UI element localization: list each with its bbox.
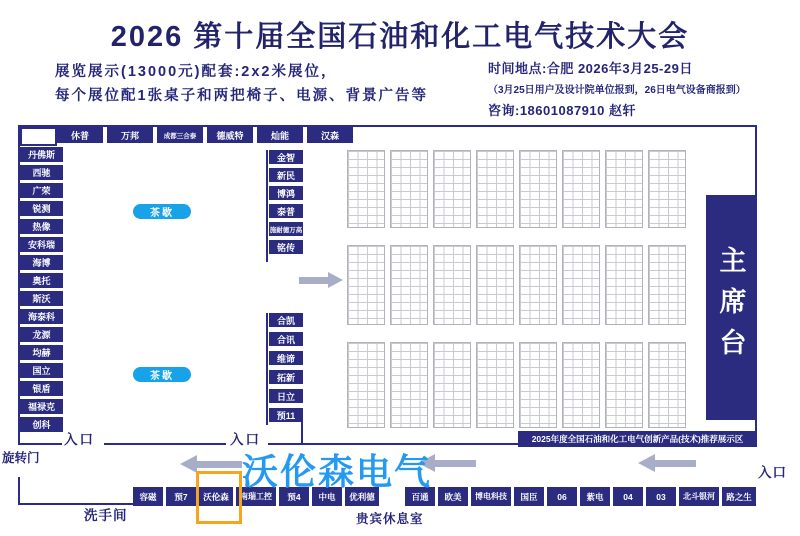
seating-block — [562, 342, 600, 428]
seating-block — [476, 342, 514, 428]
booth-百通: 百通 — [405, 487, 435, 506]
seating-block — [347, 245, 385, 325]
booth-施耐德万高: 施耐德万高 — [269, 222, 303, 236]
seating-block — [519, 150, 557, 228]
wall-bottom-seg2 — [104, 443, 226, 445]
booth-海泰科: 海泰科 — [20, 309, 63, 324]
seating-block — [390, 245, 428, 325]
seating-block — [519, 245, 557, 325]
checkin-note: （3月25日用户及设计院单位报到，26日电气设备商报到） — [488, 85, 746, 96]
seating-block — [390, 342, 428, 428]
wall-mid-lower — [266, 313, 268, 425]
booth-南瑞工控: 南瑞工控 — [236, 487, 276, 506]
booth-04: 04 — [613, 487, 643, 506]
booth-博电科技: 博电科技 — [471, 487, 511, 506]
booth-预4: 预4 — [279, 487, 309, 506]
venue-datetime: 时间地点:合肥 2026年3月25-29日 — [488, 61, 693, 76]
seating-block — [519, 342, 557, 428]
booth-优利德: 优利德 — [345, 487, 379, 506]
booth-日立: 日立 — [269, 389, 303, 403]
seating-band — [347, 150, 686, 228]
booth-奥托: 奥托 — [20, 273, 63, 288]
wall-mid-upper — [266, 150, 268, 262]
booth-万邦: 万邦 — [107, 127, 153, 143]
entrance-label: 入口 — [64, 432, 95, 447]
booth-column-left — [20, 147, 63, 432]
booth-德威特: 德威特 — [207, 127, 253, 143]
booth-北斗银河: 北斗银河 — [679, 487, 719, 506]
seating-band — [347, 342, 686, 428]
booth-均赫: 均赫 — [20, 345, 63, 360]
booth-沃伦森: 沃伦森 — [199, 487, 233, 506]
booth-西驰: 西驰 — [20, 165, 63, 180]
seating-block — [347, 342, 385, 428]
seating-block — [648, 245, 686, 325]
booth-斯沃: 斯沃 — [20, 291, 63, 306]
seating-block — [476, 245, 514, 325]
wall-lowerleft-v — [18, 477, 20, 505]
booth-汉森: 汉森 — [307, 127, 353, 143]
booth-福禄克: 福禄克 — [20, 399, 63, 414]
booth-维谛: 维谛 — [269, 351, 303, 365]
seating-block — [390, 150, 428, 228]
booth-新民: 新民 — [269, 168, 303, 182]
seating-block — [648, 150, 686, 228]
tea-break-pill: 茶歇 — [133, 367, 191, 382]
booth-广荣: 广荣 — [20, 183, 63, 198]
booth-column-mid-lower — [269, 313, 303, 422]
tea-break-pill: 茶歇 — [133, 204, 191, 219]
seating-block — [562, 150, 600, 228]
booth-泰普: 泰普 — [269, 204, 303, 218]
booth-灿能: 灿能 — [257, 127, 303, 143]
entrance-label: 入口 — [758, 465, 787, 480]
restroom-label: 洗手间 — [84, 508, 128, 523]
wall-mid-tick — [301, 420, 303, 445]
seating-band — [347, 245, 686, 325]
booth-03: 03 — [646, 487, 676, 506]
booth-热像: 热像 — [20, 219, 63, 234]
highlight-box — [196, 471, 242, 524]
venue-info — [488, 58, 746, 119]
booth-金智: 金智 — [269, 150, 303, 164]
exhibit-package-line2: 每个展位配1张桌子和两把椅子、电源、背景广告等 — [55, 88, 429, 104]
seating-block — [605, 150, 643, 228]
seating-block — [605, 245, 643, 325]
booth-成都三合泰: 成都三合泰 — [157, 127, 203, 143]
seating-block — [433, 150, 471, 228]
entrance-label: 入口 — [230, 432, 261, 447]
booth-欧美: 欧美 — [438, 487, 468, 506]
booth-休普: 休普 — [57, 127, 103, 143]
booth-铭传: 铭传 — [269, 240, 303, 254]
contact-info: 咨询:18601087910 赵轩 — [488, 103, 636, 118]
seating-block — [648, 342, 686, 428]
booth-海博: 海博 — [20, 255, 63, 270]
event-title: 2026 第十届全国石油和化工电气技术大会 — [110, 21, 690, 53]
revolving-door-label: 旋转门 — [2, 451, 40, 465]
arrow-right-icon — [299, 272, 343, 288]
exhibit-package-line1: 展览展示(13000元)配套:2x2米展位， — [55, 64, 338, 80]
booth-国臣: 国臣 — [514, 487, 544, 506]
booth-中电: 中电 — [312, 487, 342, 506]
booth-拓新: 拓新 — [269, 370, 303, 384]
exhibit-package-info — [55, 60, 428, 108]
booth-预11: 预11 — [269, 408, 303, 422]
seating-block — [605, 342, 643, 428]
booth-预7: 预7 — [166, 487, 196, 506]
booth-row-top — [57, 127, 353, 143]
wall-bottom-seg1 — [18, 443, 62, 445]
booth-安科瑞: 安科瑞 — [20, 237, 63, 252]
seating-block — [433, 342, 471, 428]
booth-容磁: 容磁 — [133, 487, 163, 506]
empty-booth — [20, 127, 57, 146]
booth-博鸿: 博鸿 — [269, 186, 303, 200]
booth-银盾: 银盾 — [20, 381, 63, 396]
vip-lounge-label: 贵宾休息室 — [356, 512, 424, 526]
booth-路之生: 路之生 — [722, 487, 756, 506]
booth-合凯: 合凯 — [269, 313, 303, 327]
booth-06: 06 — [547, 487, 577, 506]
booth-创科: 创科 — [20, 417, 63, 432]
booth-紫电: 紫电 — [580, 487, 610, 506]
seating-block — [562, 245, 600, 325]
seating-block — [433, 245, 471, 325]
innovation-zone-banner: 2025年度全国石油和化工电气创新产品(技术)推荐展示区 — [518, 431, 757, 447]
booth-row-bottom-right — [405, 487, 756, 506]
booth-合讯: 合讯 — [269, 332, 303, 346]
seating-block — [347, 150, 385, 228]
booth-龙源: 龙源 — [20, 327, 63, 342]
seating-block — [476, 150, 514, 228]
booth-国立: 国立 — [20, 363, 63, 378]
arrow-left-icon — [638, 454, 696, 472]
booth-column-mid-upper — [269, 150, 303, 254]
main-stage: 主席台 — [706, 195, 756, 420]
highlighted-exhibitor-text: 沃伦森电气 — [242, 451, 433, 492]
booth-锐测: 锐测 — [20, 201, 63, 216]
booth-丹佛斯: 丹佛斯 — [20, 147, 63, 162]
